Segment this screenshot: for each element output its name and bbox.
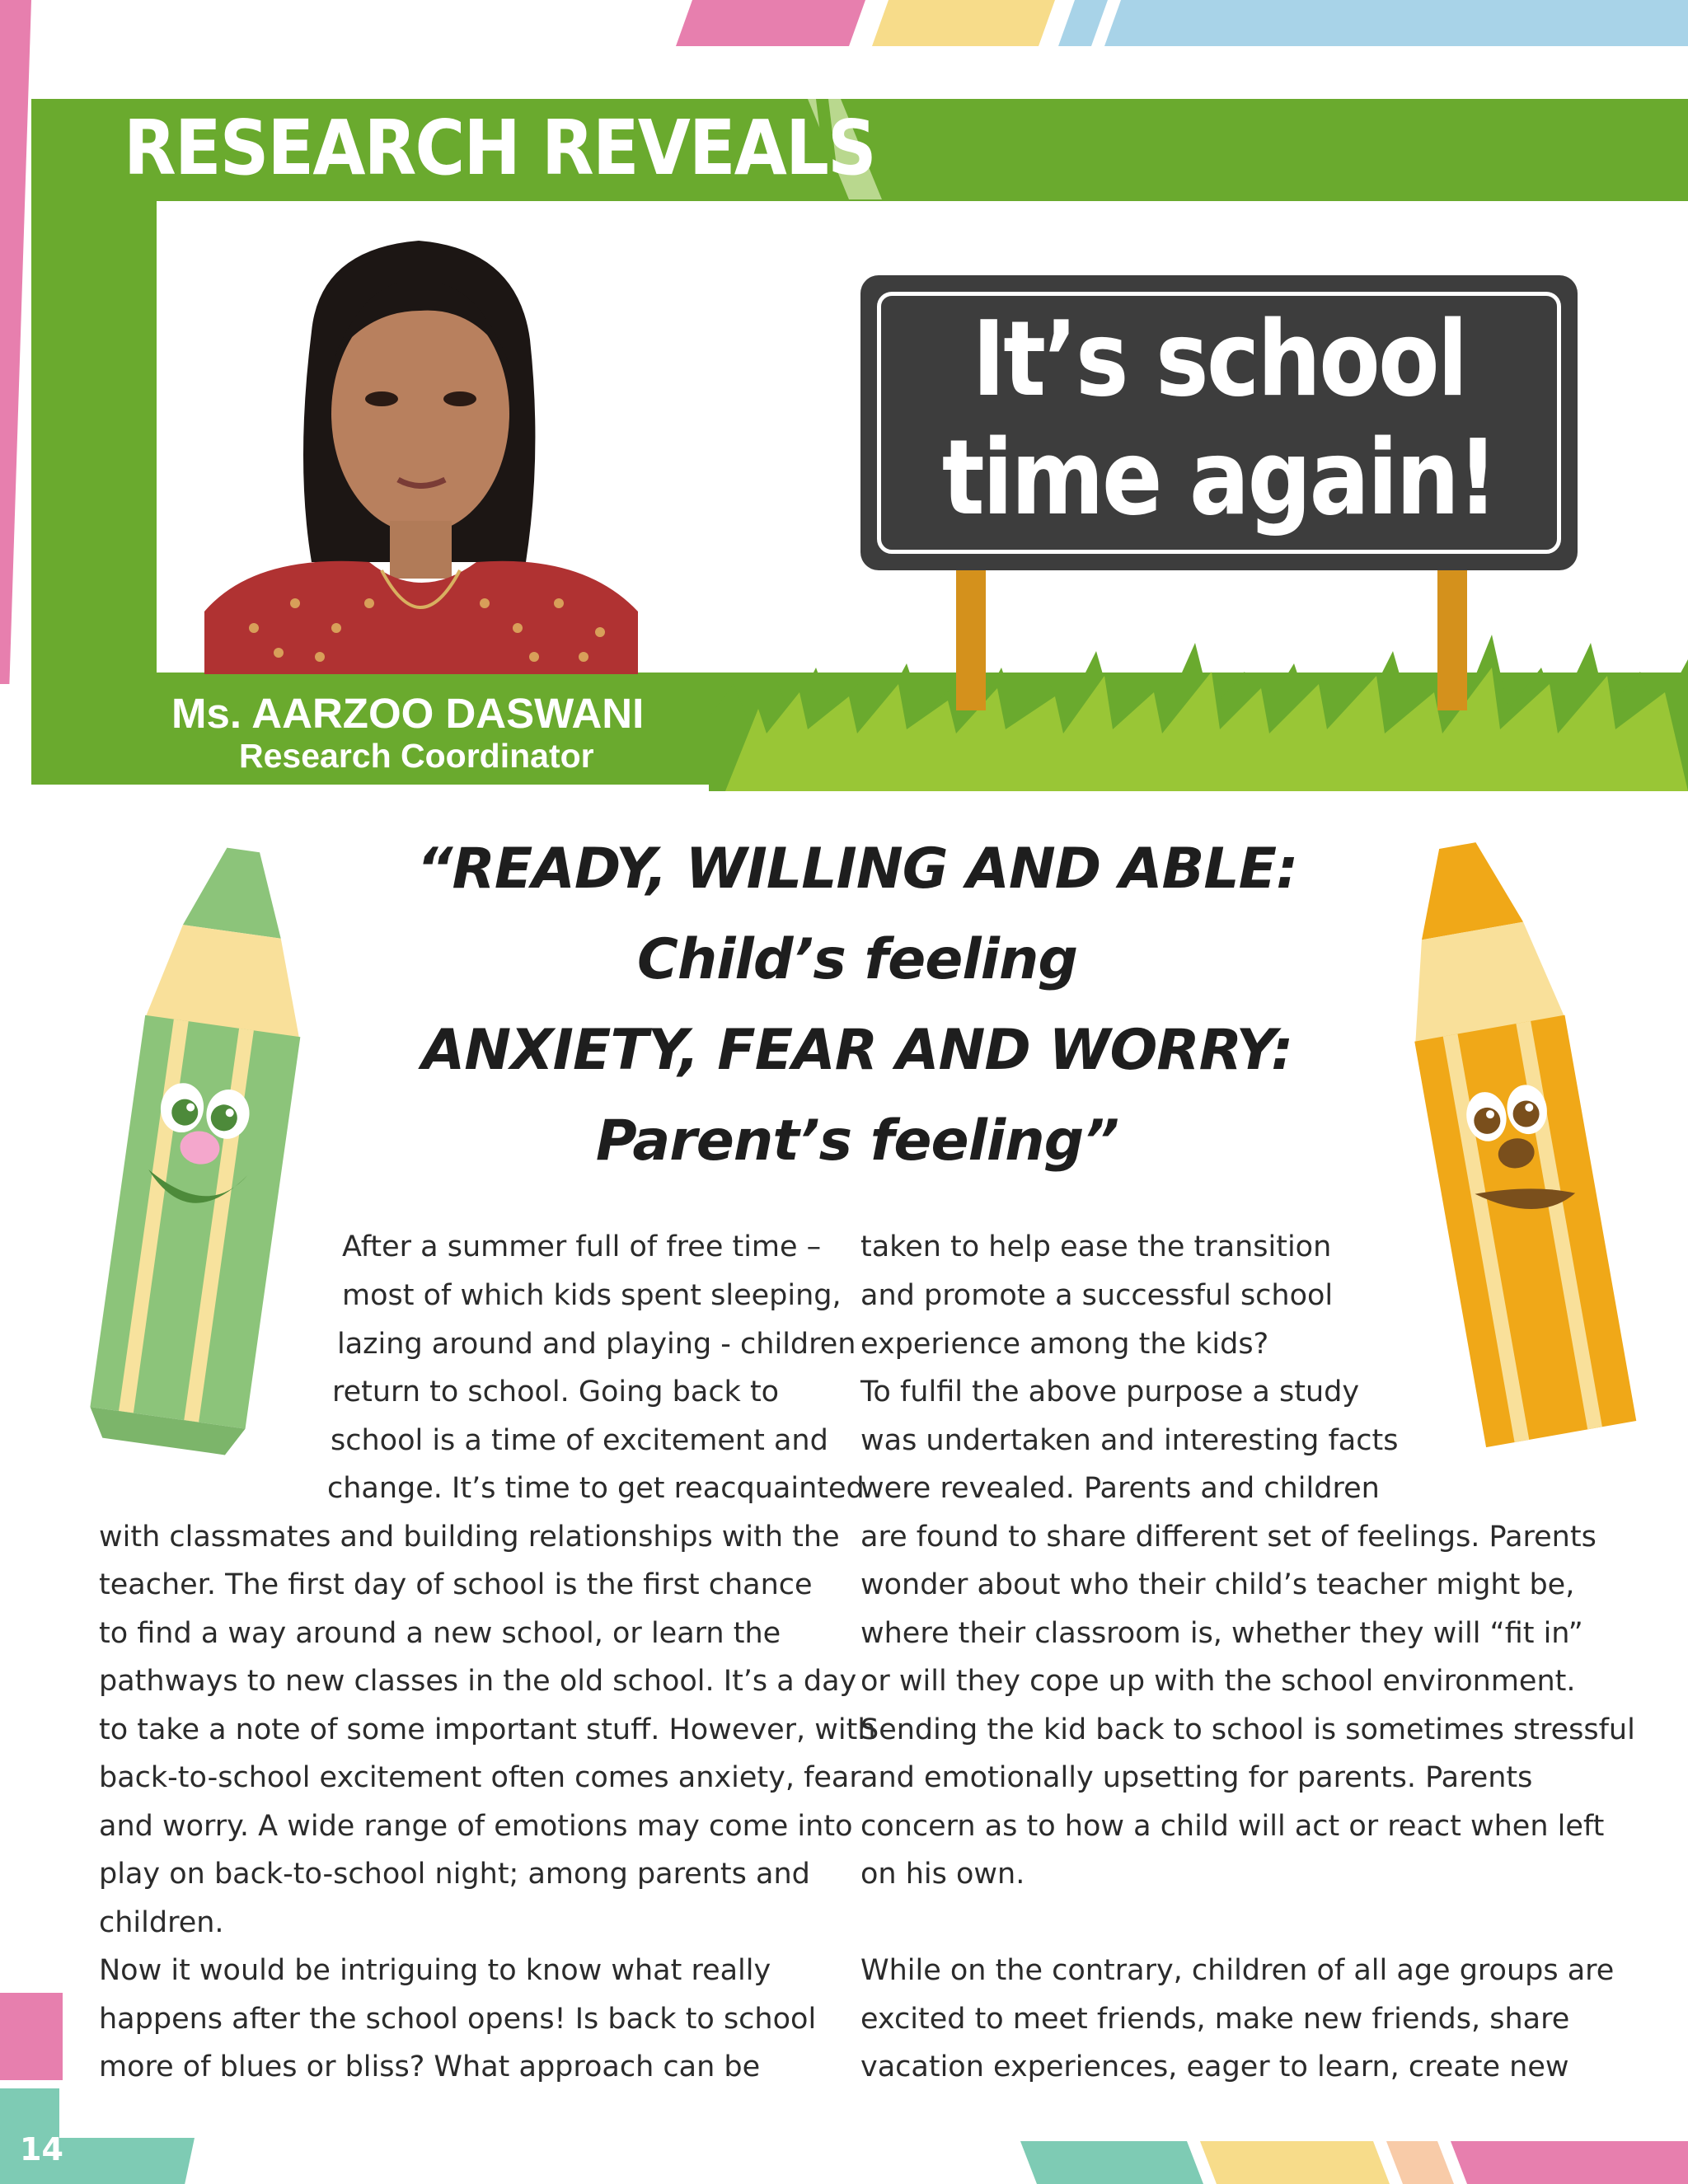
- right-line-7: are found to share different set of feelings. Parents: [860, 1521, 1597, 1554]
- right-line-17: excited to meet friends, make new friends, share: [860, 2003, 1570, 2036]
- top-stripe-blue: [1104, 0, 1688, 46]
- left-line-13: and worry. A wide range of emotions may come into: [99, 1810, 853, 1843]
- portrait-photo: [204, 216, 638, 674]
- green-pencil-illustration: [78, 832, 350, 1459]
- person-role: Research Coordinator: [239, 737, 594, 775]
- left-line-8: teacher. The first day of school is the first chance: [99, 1568, 813, 1601]
- right-line-18: vacation experiences, eager to learn, create new: [860, 2050, 1569, 2083]
- sign-post-right: [1437, 570, 1467, 710]
- bottom-stripe-teal: [1020, 2141, 1203, 2184]
- left-line-5: school is a time of excitement and: [331, 1424, 828, 1457]
- left-line-18: more of blues or bliss? What approach can be: [99, 2050, 761, 2083]
- right-line-5: was undertaken and interesting facts: [860, 1424, 1399, 1457]
- sign-post-left: [956, 570, 986, 710]
- right-line-2: and promote a successful school: [860, 1279, 1334, 1312]
- sign-line-1: It’s school: [972, 298, 1466, 419]
- left-line-6: change. It’s time to get reacquainted: [327, 1472, 865, 1505]
- person-name: Ms. AARZOO DASWANI: [171, 690, 645, 737]
- left-line-1: After a summer full of free time –: [342, 1230, 822, 1263]
- section-title: RESEARCH REVEALS: [124, 104, 875, 192]
- right-line-14: on his own.: [860, 1858, 1025, 1891]
- heading-line-3: ANXIETY, FEAR AND WORRY:: [421, 1018, 1293, 1083]
- left-line-4: return to school. Going back to: [332, 1376, 780, 1408]
- left-line-16: Now it would be intriguing to know what really: [99, 1954, 771, 1987]
- orange-pencil-illustration: [1368, 824, 1657, 1467]
- top-stripe-yellow: [872, 0, 1055, 46]
- right-line-12: and emotionally upsetting for parents. Parents: [860, 1761, 1533, 1794]
- left-line-7: with classmates and building relationships with the: [99, 1521, 840, 1554]
- left-edge-stripe-pink: [0, 0, 31, 684]
- heading-line-2: Child’s feeling: [636, 927, 1078, 992]
- left-line-2: most of which kids spent sleeping,: [342, 1279, 842, 1312]
- right-line-13: concern as to how a child will act or react when left: [860, 1810, 1605, 1843]
- right-line-11: Sending the kid back to school is sometimes stressful: [860, 1713, 1635, 1746]
- heading-line-1: “READY, WILLING AND ABLE:: [416, 837, 1298, 902]
- bottom-stripe-yellow: [1200, 2141, 1390, 2184]
- right-line-10: or will they cope up with the school environment.: [860, 1665, 1576, 1698]
- sign-line-2: time again!: [941, 417, 1497, 538]
- bottom-stripe-peach: [1386, 2141, 1454, 2184]
- right-line-16: While on the contrary, children of all age groups are: [860, 1954, 1615, 1987]
- left-line-9: to find a way around a new school, or learn the: [99, 1617, 781, 1650]
- right-line-3: experience among the kids?: [860, 1328, 1269, 1361]
- left-line-17: happens after the school opens! Is back to school: [99, 2003, 817, 2036]
- heading-line-4: Parent’s feeling”: [595, 1108, 1119, 1174]
- top-stripe-pink: [676, 0, 865, 46]
- top-stripe-blue-small: [1058, 0, 1108, 46]
- grass-decoration: [709, 593, 1688, 791]
- bottom-stripe-pink: [1451, 2141, 1688, 2184]
- left-line-10: pathways to new classes in the old school. It’s a day: [99, 1665, 857, 1698]
- article-heading: [280, 824, 1434, 1187]
- left-line-14: play on back-to-school night; among parents and: [99, 1858, 810, 1891]
- page-number: 14: [20, 2131, 63, 2168]
- left-line-3: lazing around and playing - children: [337, 1328, 856, 1361]
- right-line-9: where their classroom is, whether they will “fit in”: [860, 1617, 1583, 1650]
- left-line-11: to take a note of some important stuff. However, with: [99, 1713, 876, 1746]
- bottom-left-stripe-pink: [0, 1993, 63, 2080]
- left-line-12: back-to-school excitement often comes anxiety, fear: [99, 1761, 861, 1794]
- right-line-6: were revealed. Parents and children: [860, 1472, 1380, 1505]
- school-sign: [860, 275, 1578, 570]
- sign-text: [911, 300, 1527, 537]
- right-line-8: wonder about who their child’s teacher might be,: [860, 1568, 1575, 1601]
- right-line-1: taken to help ease the transition: [860, 1230, 1332, 1263]
- right-line-4: To fulfil the above purpose a study: [860, 1376, 1360, 1408]
- left-line-15: children.: [99, 1906, 224, 1939]
